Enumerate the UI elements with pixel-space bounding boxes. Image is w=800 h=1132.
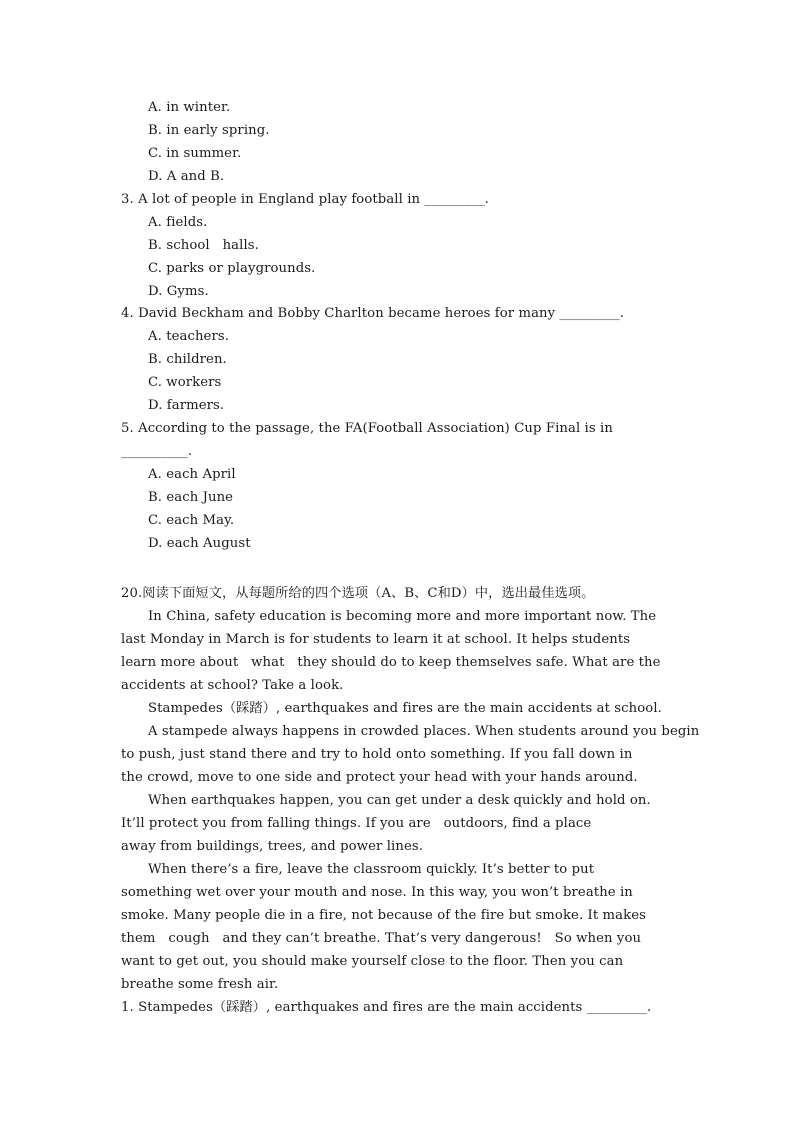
passage-line: accidents at school? Take a look.: [121, 678, 344, 693]
q3-option-c: C. parks or playgrounds.: [148, 261, 316, 276]
section-20-heading: 20.阅读下面短文，从每题所给的四个选项（A、B、C和D）中，选出最佳选项。: [121, 586, 595, 601]
passage-line: to push, just stand there and try to hold onto something. If you fall down in: [121, 747, 633, 762]
passage-line: smoke. Many people die in a fire, not because of the fire but smoke. It makes: [121, 908, 646, 923]
q2-option-a: A. in winter.: [148, 100, 231, 115]
passage-line: A stampede always happens in crowded places. When students around you begin: [148, 724, 700, 739]
q2-option-d: D. A and B.: [148, 169, 225, 184]
q5-stem-line1: 5. According to the passage, the FA(Football Association) Cup Final is in: [121, 421, 613, 436]
q4-option-c: C. workers: [148, 375, 222, 390]
passage-line: last Monday in March is for students to learn it at school. It helps students: [121, 632, 631, 647]
passage-line: breathe some fresh air.: [121, 977, 279, 992]
passage-line: In China, safety education is becoming more and more important now. The: [148, 609, 657, 624]
q2-option-b: B. in early spring.: [148, 123, 270, 138]
q5-option-a: A. each April: [148, 467, 236, 482]
q3-option-a: A. fields.: [148, 215, 208, 230]
passage-line: Stampedes（踩踏）, earthquakes and fires are the main accidents at school.: [148, 701, 662, 716]
passage-line: something wet over your mouth and nose. In this way, you won’t breathe in: [121, 885, 633, 900]
q5-option-b: B. each June: [148, 490, 234, 505]
q4-stem: 4. David Beckham and Bobby Charlton became heroes for many _________.: [121, 306, 625, 321]
q3-option-b: B. school halls.: [148, 238, 259, 253]
passage-line: When earthquakes happen, you can get under a desk quickly and hold on.: [148, 793, 651, 808]
passage-line: want to get out, you should make yourself close to the floor. Then you can: [121, 954, 624, 969]
q5-option-d: D. each August: [148, 536, 251, 551]
passage-line: them cough and they can’t breathe. That’s very dangerous! So when you: [121, 931, 642, 946]
q4-option-a: A. teachers.: [148, 329, 230, 344]
section-20-q1-stem: 1. Stampedes（踩踏）, earthquakes and fires are the main accidents _________.: [121, 1000, 652, 1015]
passage-line: the crowd, move to one side and protect your head with your hands around.: [121, 770, 638, 785]
passage-line: learn more about what they should do to keep themselves safe. What are the: [121, 655, 661, 670]
q4-option-b: B. children.: [148, 352, 227, 367]
passage-line: away from buildings, trees, and power lines.: [121, 839, 424, 854]
q2-option-c: C. in summer.: [148, 146, 242, 161]
q5-stem-line2: __________.: [121, 444, 193, 459]
passage-line: It’ll protect you from falling things. If you are outdoors, find a place: [121, 816, 592, 831]
q3-option-d: D. Gyms.: [148, 284, 209, 299]
q3-stem: 3. A lot of people in England play football in _________.: [121, 192, 489, 207]
passage-line: When there’s a fire, leave the classroom quickly. It’s better to put: [148, 862, 595, 877]
q4-option-d: D. farmers.: [148, 398, 225, 413]
q5-option-c: C. each May.: [148, 513, 235, 528]
